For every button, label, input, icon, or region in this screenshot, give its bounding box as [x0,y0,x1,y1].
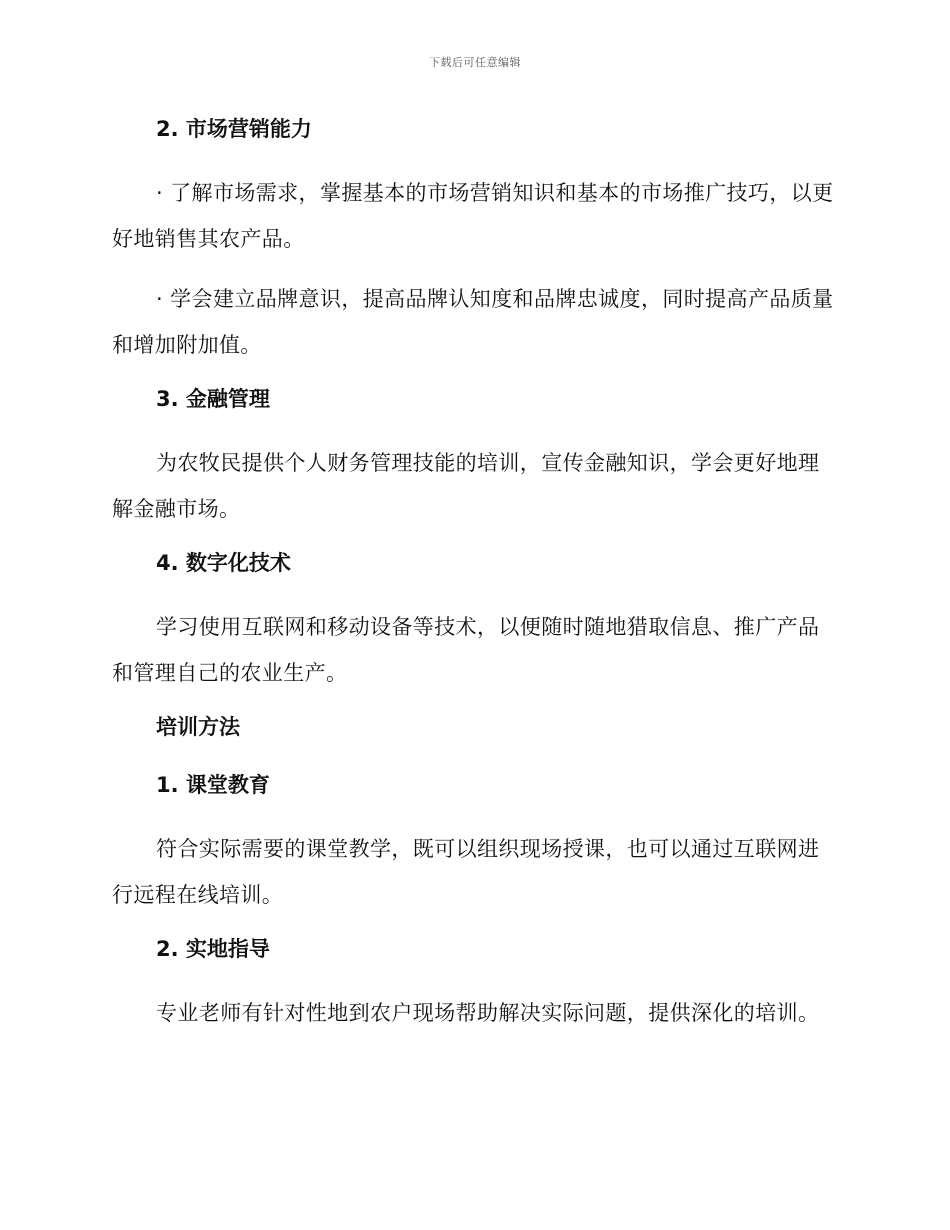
section-heading-finance: 3. 金融管理 [156,387,270,411]
section-heading-methods: 培训方法 [156,715,240,739]
section-heading-field: 2. 实地指导 [156,937,270,961]
paragraph-marketing-1: · 了解市场需求，掌握基本的市场营销知识和基本的市场推广技巧，以更好地销售其农产品。 [112,181,834,251]
section-heading-digital: 4. 数字化技术 [156,551,291,575]
paragraph-finance: 为农牧民提供个人财务管理技能的培训，宣传金融知识，学会更好地理解金融市场。 [112,451,820,521]
paragraph-field: 专业老师有针对性地到农户现场帮助解决实际问题，提供深化的培训。 [156,1001,820,1025]
section-heading-marketing: 2. 市场营销能力 [156,117,312,141]
paragraph-classroom: 符合实际需要的课堂教学，既可以组织现场授课，也可以通过互联网进行远程在线培训。 [112,837,820,907]
page-header-note: 下载后可任意编辑 [429,56,521,69]
document-body [112,112,840,1050]
paragraph-marketing-2: · 学会建立品牌意识，提高品牌认知度和品牌忠诚度，同时提高产品质量和增加附加值。 [112,287,834,357]
section-heading-classroom: 1. 课堂教育 [156,773,270,797]
paragraph-digital: 学习使用互联网和移动设备等技术，以便随时随地猎取信息、推广产品和管理自己的农业生产。 [112,615,820,685]
